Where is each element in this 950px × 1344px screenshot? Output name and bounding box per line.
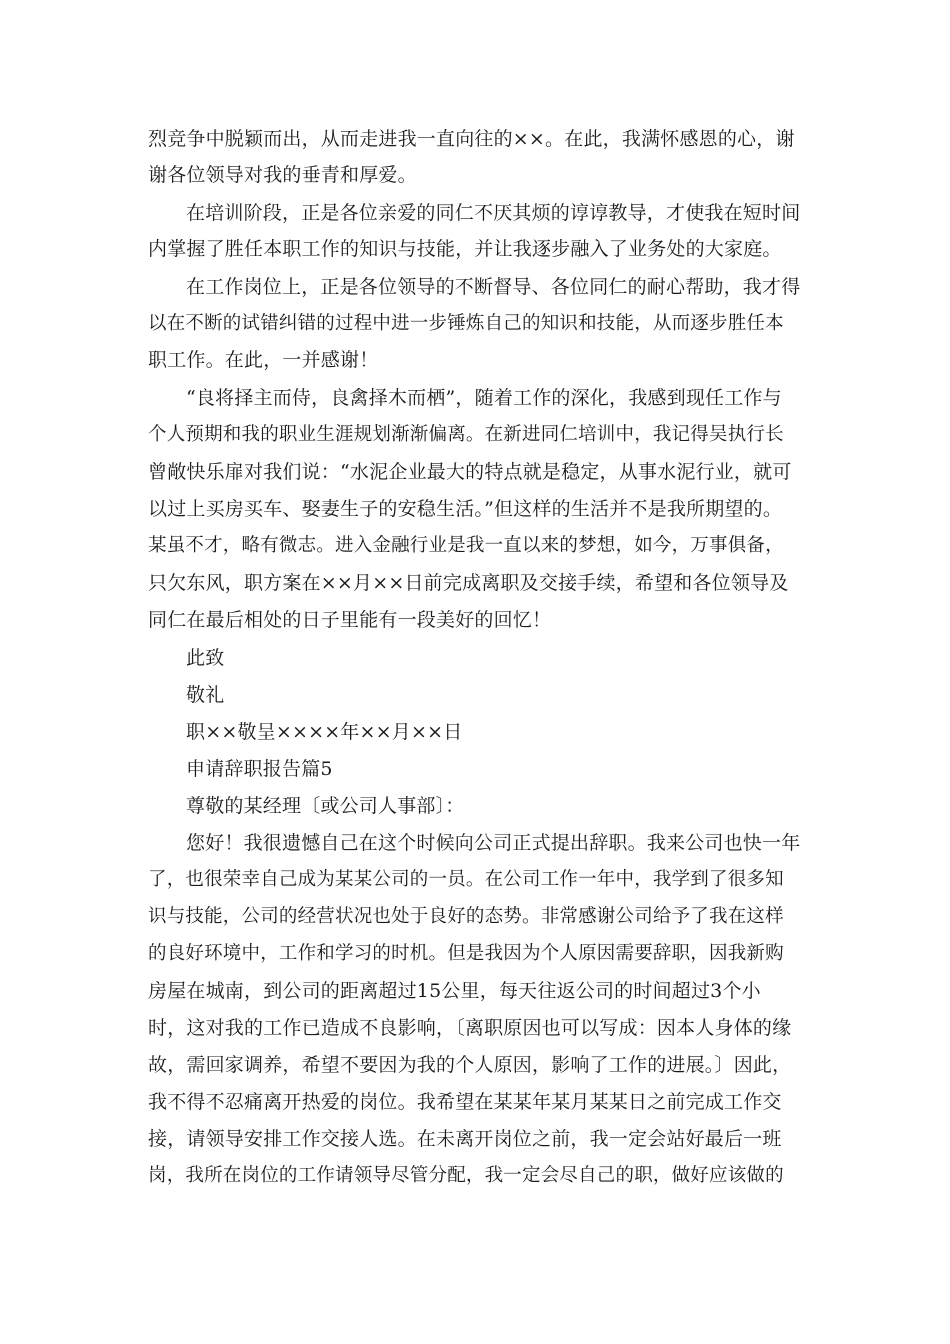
closing-regards: 敬礼 — [186, 684, 225, 706]
text-line: 岗，我所在岗位的工作请领导尽管分配，我一定会尽自己的职，做好应该做的 — [148, 1165, 784, 1186]
text-line: 识与技能，公司的经营状况也处于良好的态势。非常感谢公司给予了我在这样 — [148, 906, 784, 927]
text-line: 烈竞争中脱颖而出，从而走进我一直向往的××。在此，我满怀感恩的心，谢 — [148, 128, 795, 150]
paragraph-start: 在工作岗位上，正是各位领导的不断督导、各位同仁的耐心帮助，我才得 — [186, 276, 801, 298]
text-line: 只欠东风，职方案在××月××日前完成离职及交接手续，希望和各位领导及 — [148, 572, 789, 594]
text-line: 房屋在城南，到公司的距离超过15公里，每天往返公司的时间超过3个小 — [148, 980, 761, 1002]
paragraph-start: “良将择主而侍，良禽择木而栖”，随着工作的深化，我感到现任工作与 — [186, 387, 782, 409]
text-line: 同仁在最后相处的日子里能有一段美好的回忆！ — [148, 609, 552, 631]
text-line: 时，这对我的工作已造成不良影响，〔离职原因也可以写成：因本人身体的缘 — [148, 1017, 792, 1039]
text-line: 以在不断的试错纠错的过程中进一步锤炼自己的知识和技能，从而逐步胜任本 — [148, 313, 784, 334]
paragraph-start: 在培训阶段，正是各位亲爱的同仁不厌其烦的谆谆教导，才使我在短时间 — [186, 202, 801, 224]
text-line: 某虽不才，略有微志。进入金融行业是我一直以来的梦想，如今，万事俱备， — [148, 535, 784, 556]
section-title: 申请辞职报告篇5 — [186, 758, 333, 780]
text-line: 谢各位领导对我的垂青和厚爱。 — [148, 164, 417, 186]
text-line: 我不得不忍痛离开热爱的岗位。我希望在某某年某月某某日之前完成工作交 — [148, 1091, 782, 1113]
paragraph-start: 您好！我很遗憾自己在这个时候向公司正式提出辞职。我来公司也快一年 — [186, 832, 801, 854]
text-line: 内掌握了胜任本职工作的知识与技能，并让我逐步融入了业务处的大家庭。 — [148, 238, 782, 260]
text-line: 了，也很荣幸自己成为某某公司的一员。在公司工作一年中，我学到了很多知 — [148, 869, 784, 890]
text-line: 接，请领导安排工作交接人选。在未离开岗位之前，我一定会站好最后一班 — [148, 1128, 782, 1150]
text-line: 以过上买房买车、娶妻生子的安稳生活。”但这样的生活并不是我所期望的。 — [148, 498, 783, 520]
text-line: 职工作。在此，一并感谢！ — [148, 349, 379, 371]
closing-salutation: 此致 — [186, 647, 225, 669]
letter-greeting: 尊敬的某经理〔或公司人事部〕： — [186, 795, 465, 817]
text-line: 个人预期和我的职业生涯规划渐渐偏离。在新进同仁培训中，我记得吴执行长 — [148, 424, 784, 445]
text-line: 曾敞快乐扉对我们说：“水泥企业最大的特点就是稳定，从事水泥行业，就可 — [148, 461, 792, 483]
text-line: 的良好环境中，工作和学习的时机。但是我因为个人原因需要辞职，因我新购 — [148, 943, 784, 964]
text-line: 故，需回家调养，希望不要因为我的个人原因，影响了工作的进展。〕因此， — [148, 1054, 792, 1076]
signature-date: 职××敬呈××××年××月××日 — [186, 721, 463, 743]
